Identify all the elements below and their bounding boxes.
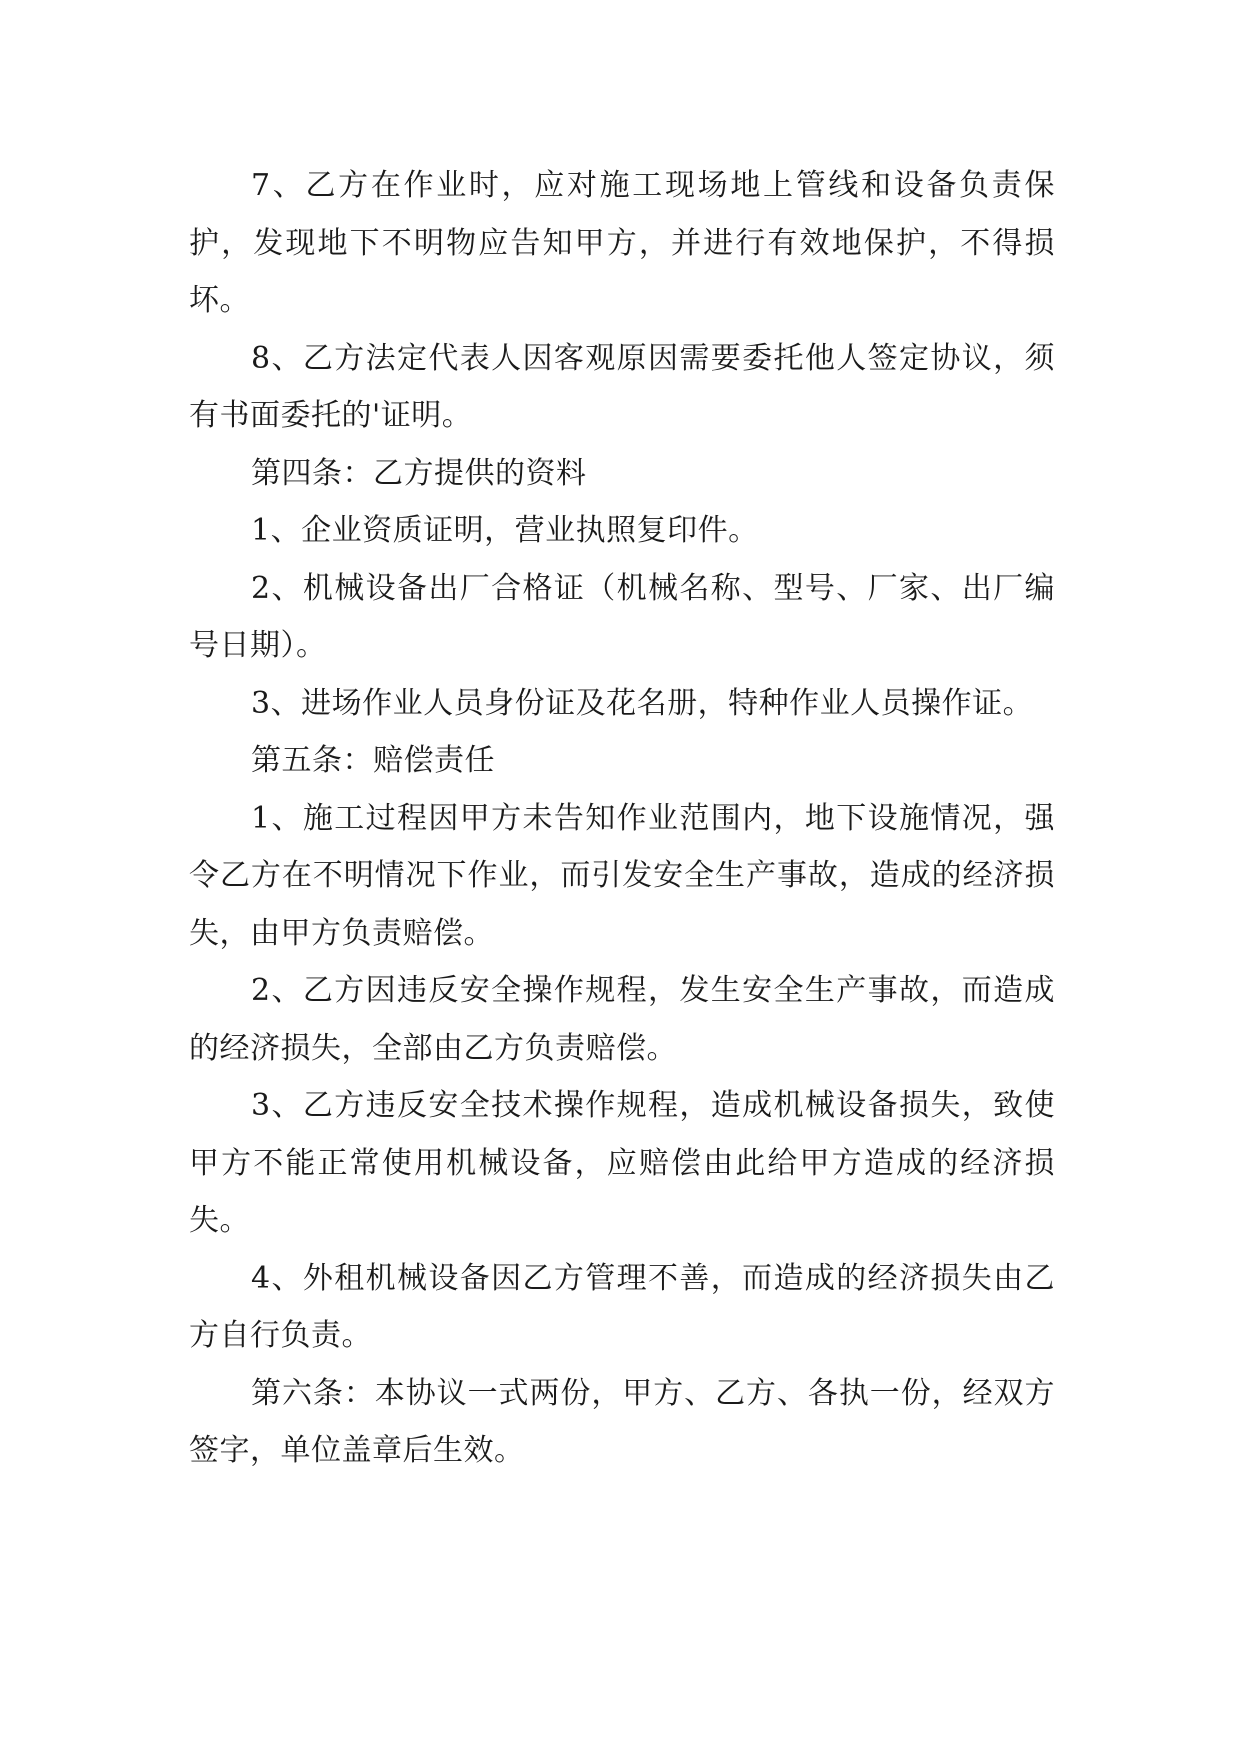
- article-6-paragraph: 第六条：本协议一式两份，甲方、乙方、各执一份，经双方签字，单位盖章后生效。: [189, 1375, 1055, 1468]
- clause-3-item-7: 7、乙方在作业时，应对施工现场地上管线和设备负责保护，发现地下不明物应告知甲方，并进行有效地保护，不得损坏。: [189, 168, 1055, 318]
- article-4-item-3: 3、进场作业人员身份证及花名册，特种作业人员操作证。: [251, 685, 1034, 721]
- document-body: [189, 157, 1055, 1480]
- clause-3-item-8: 8、乙方法定代表人因客观原因需要委托他人签定协议，须有书面委托的'证明。: [189, 340, 1055, 433]
- article-4-item-1: 1、企业资质证明，营业执照复印件。: [251, 513, 759, 548]
- article-4-item-2: 2、机械设备出厂合格证（机械名称、型号、厂家、出厂编号日期）。: [189, 570, 1055, 663]
- article-4-heading: 第四条：乙方提供的资料: [251, 455, 587, 491]
- article-5-item-2: 2、乙方因违反安全操作规程，发生安全生产事故，而造成的经济损失，全部由乙方负责赔偿。: [189, 973, 1055, 1066]
- article-5-item-3: 3、乙方违反安全技术操作规程，造成机械设备损失，致使甲方不能正常使用机械设备，应赔偿由此给甲方造成的经济损失。: [189, 1088, 1055, 1238]
- article-5-heading: 第五条：赔偿责任: [251, 743, 495, 778]
- article-5-item-4: 4、外租机械设备因乙方管理不善，而造成的经济损失由乙方自行负责。: [189, 1260, 1055, 1353]
- article-5-item-1: 1、施工过程因甲方未告知作业范围内，地下设施情况，强令乙方在不明情况下作业，而引发安全生产事故，造成的经济损失，由甲方负责赔偿。: [189, 800, 1055, 951]
